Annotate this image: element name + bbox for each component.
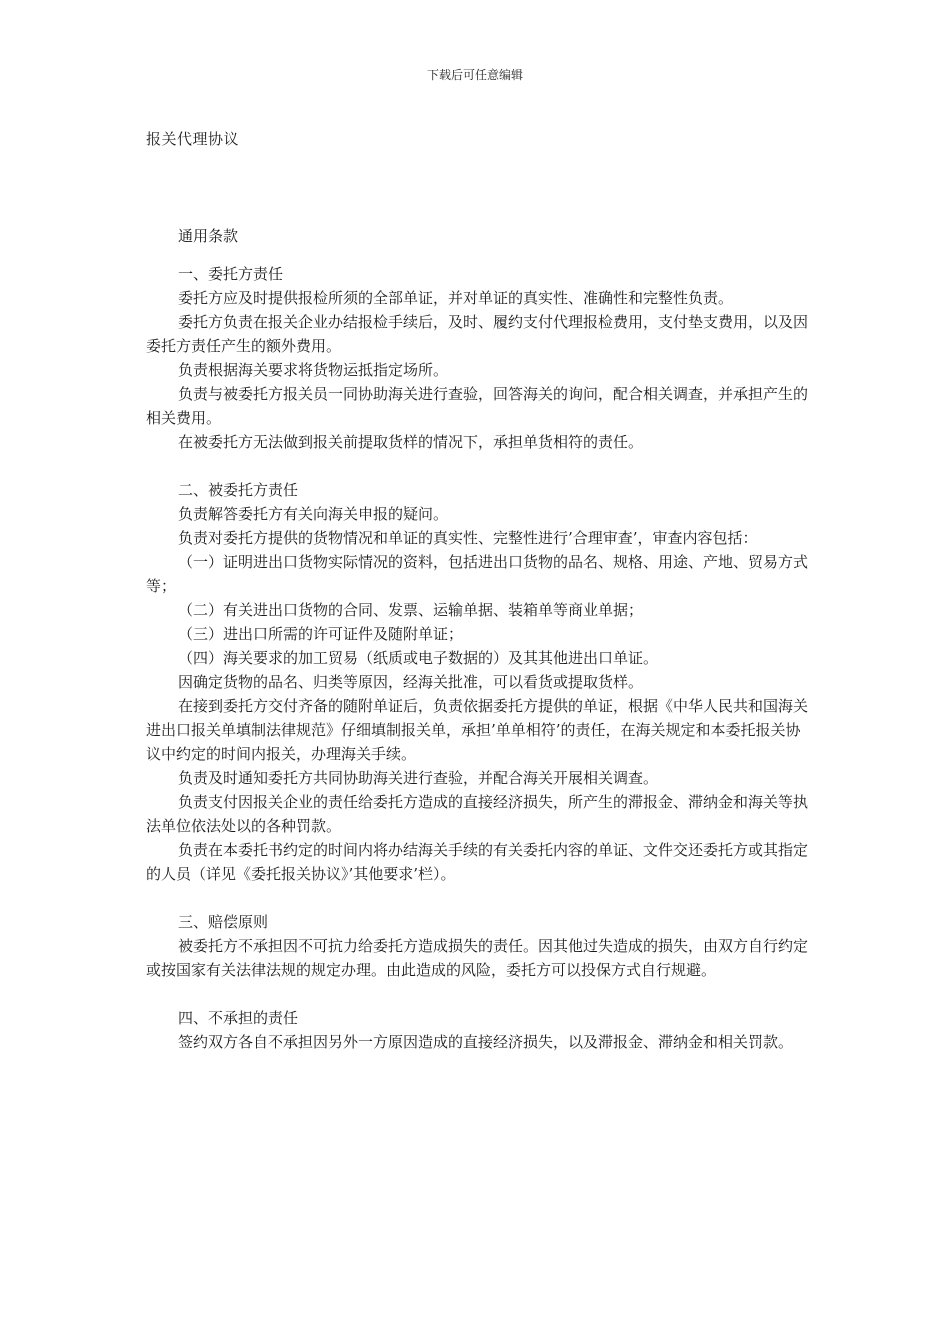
paragraph: 被委托方不承担因不可抗力给委托方造成损失的责任。因其他过失造成的损失，由双方自行约定或按国家有关法律法规的规定办理。由此造成的风险，委托方可以投保方式自行规避。: [146, 937, 809, 979]
paragraph: 负责对委托方提供的货物情况和单证的真实性、完整性进行’合理审查’，审查内容包括：: [178, 529, 758, 547]
document-body: [146, 224, 811, 1054]
paragraph: （四）海关要求的加工贸易（纸质或电子数据的）及其其他进出口单证。: [178, 649, 659, 667]
page-header-note: 下载后可任意编辑: [426, 68, 523, 82]
section-heading: 二、被委托方责任: [178, 481, 299, 499]
section-client-responsibility: [146, 262, 811, 454]
paragraph: （一）证明进出口货物实际情况的资料，包括进出口货物的品名、规格、用途、产地、贸易方式等；: [146, 553, 809, 595]
paragraph: （二）有关进出口货物的合同、发票、运输单据、装箱单等商业单据；: [178, 601, 644, 619]
paragraph: 负责与被委托方报关员一同协助海关进行查验，回答海关的询问，配合相关调查，并承担产生的相关费用。: [146, 385, 809, 427]
section-spacer: [146, 454, 811, 478]
section-heading: 三、赔偿原则: [178, 913, 269, 931]
paragraph: 在接到委托方交付齐备的随附单证后，负责依据委托方提供的单证，根据《中华人民共和国海关进出口报关单填制法律规范》仔细填制报关单，承担’单单相符’的责任，在海关规定和本委托报关协议中约定的时间内报关，办理海关手续。: [146, 697, 809, 763]
paragraph: 委托方应及时提供报检所须的全部单证，并对单证的真实性、准确性和完整性负责。: [178, 289, 734, 307]
paragraph: 在被委托方无法做到报关前提取货样的情况下，承担单货相符的责任。: [178, 433, 644, 451]
paragraph: 负责根据海关要求将货物运抵指定场所。: [178, 361, 449, 379]
section-agent-responsibility: [146, 478, 811, 886]
section-spacer: [146, 886, 811, 910]
document-title: 报关代理协议: [146, 130, 240, 148]
paragraph: 因确定货物的品名、归类等原因，经海关批准，可以看货或提取货样。: [178, 673, 644, 691]
paragraph: 签约双方各自不承担因另外一方原因造成的直接经济损失，以及滞报金、滞纳金和相关罚款。: [178, 1033, 794, 1051]
section-compensation-principle: [146, 910, 811, 982]
section-excluded-liability: [146, 1006, 811, 1054]
paragraph: 委托方负责在报关企业办结报检手续后，及时、履约支付代理报检费用，支付垫支费用，以及因委托方责任产生的额外费用。: [146, 313, 809, 355]
general-terms-heading: 通用条款: [178, 227, 239, 245]
paragraph: 负责及时通知委托方共同协助海关进行查验，并配合海关开展相关调查。: [178, 769, 659, 787]
paragraph: 负责支付因报关企业的责任给委托方造成的直接经济损失，所产生的滞报金、滞纳金和海关等执法单位依法处以的各种罚款。: [146, 793, 809, 835]
section-heading: 四、不承担的责任: [178, 1009, 299, 1027]
section-spacer: [146, 982, 811, 1006]
paragraph: 负责在本委托书约定的时间内将办结海关手续的有关委托内容的单证、文件交还委托方或其指定的人员（详见《委托报关协议》’其他要求’栏）。: [146, 841, 809, 883]
paragraph: 负责解答委托方有关向海关申报的疑问。: [178, 505, 449, 523]
section-heading: 一、委托方责任: [178, 265, 284, 283]
paragraph: （三）进出口所需的许可证件及随附单证；: [178, 625, 464, 643]
